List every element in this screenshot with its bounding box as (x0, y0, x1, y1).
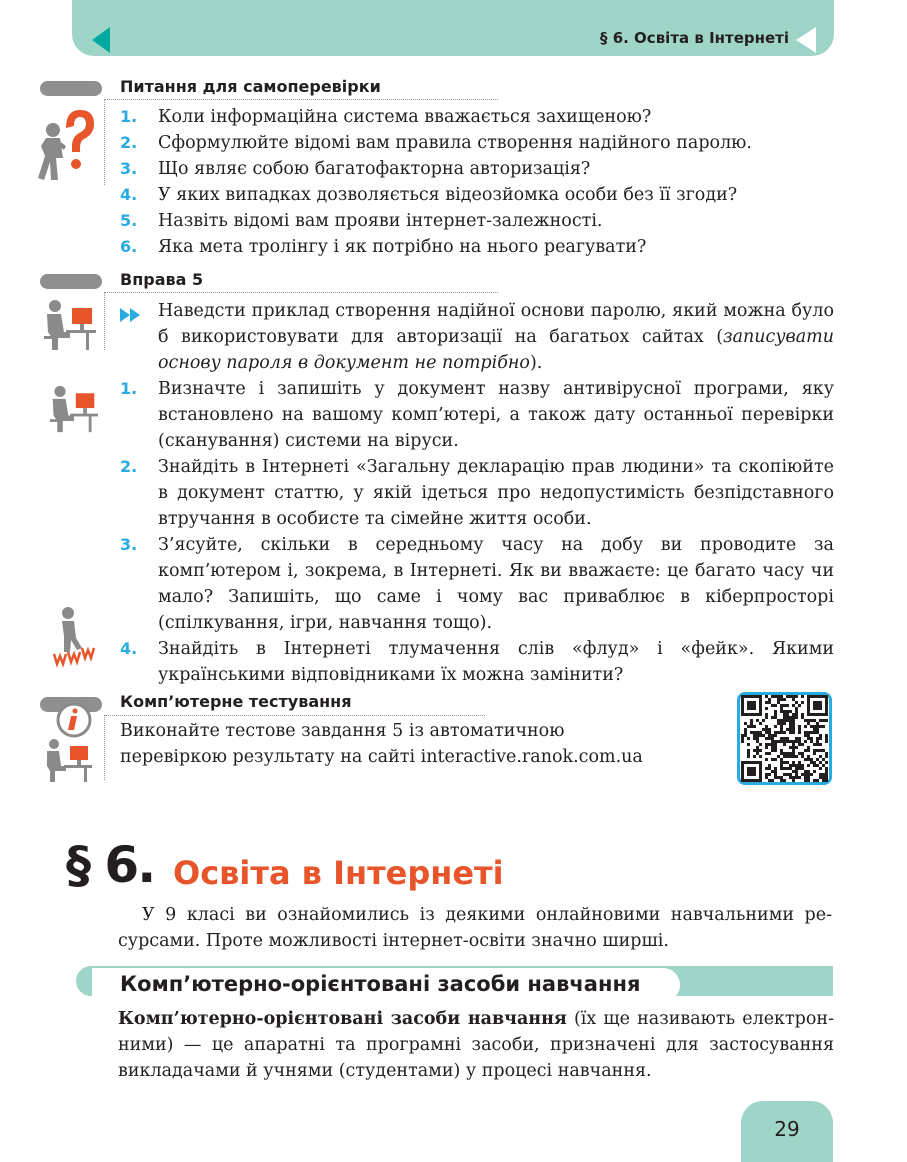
play-arrows-icon (120, 304, 142, 318)
item-number: 1. (120, 107, 138, 126)
section-title: Освіта в Інтернеті (173, 854, 504, 892)
task-italic-note: записувати основу пароля в документ не потрібно (158, 327, 834, 373)
list-item (120, 182, 834, 208)
next-page-arrow-icon[interactable] (796, 27, 816, 53)
list-item (120, 454, 834, 532)
divider (105, 99, 498, 100)
section-intro: У 9 класі ви ознайомились із деякими онлайновими навчальними ресурсами. Проте можливості інтернет-освіти значно ширші. (118, 905, 832, 951)
exercise-task-list (120, 298, 834, 688)
list-item (120, 532, 834, 636)
item-number: 4. (120, 185, 138, 204)
question-thinker-icon (36, 106, 96, 182)
task-text: Наведсти приклад створення надійної основи паролю, який можна було б використовувати для авторизації на багатьох сайтах ( (158, 301, 834, 347)
section-tab-marker (40, 274, 102, 289)
prev-page-arrow-icon[interactable] (92, 27, 110, 53)
question-text: У яких випадках дозволяється відеозйомка особи без її згоди? (158, 185, 738, 205)
page-number: 29 (774, 1117, 800, 1141)
qr-code-image (740, 695, 829, 782)
qr-code[interactable] (737, 692, 832, 785)
subsection-title: Комп’ютерно-орієнтовані засоби навчання (120, 972, 641, 996)
list-item (120, 156, 834, 182)
question-text: Назвіть відомі вам прояви інтернет-залежності. (158, 211, 603, 231)
review-question-list (120, 104, 834, 260)
exercise-title: Вправа 5 (120, 270, 204, 289)
divider (105, 715, 485, 716)
definition-text: (їх ще називають електронними) — це апаратні та програмні засоби, призначені для застосування викладачами й учнями (студентами) у процесі навчання. (118, 1009, 835, 1081)
testing-line: Виконайте тестове завдання 5 із автоматичною (120, 721, 565, 741)
divider (104, 99, 105, 185)
task-text: Знайдіть в Інтернеті «Загальну декларацію прав людини» та скопіюйте в документ статтю, у якій ідеться про недопустимість безпідставного втручання в особисте та сімейне життя особи. (158, 457, 834, 529)
review-title: Питання для самоперевірки (120, 77, 381, 96)
item-number: 6. (120, 237, 138, 256)
question-text: Що являє собою багатофакторна авторизація? (158, 159, 591, 179)
list-item (120, 104, 834, 130)
subsection-paragraph (118, 1006, 834, 1084)
testing-text (120, 718, 720, 770)
divider (104, 292, 105, 350)
question-text: Сформулюйте відомі вам правила створення надійного паролю. (158, 133, 752, 153)
running-header-bar (72, 0, 834, 56)
section-number: § 6. (66, 836, 155, 894)
info-user-icon (40, 700, 100, 784)
task-text: Знайдіть в Інтернеті тлумачення слів «флуд» і «фейк». Якими українськими відповідниками їх можна замінити? (158, 639, 834, 685)
question-text: Коли інформаційна система вважається захищеною? (158, 107, 652, 127)
item-number: 3. (120, 159, 138, 178)
question-text: Яка мета тролінгу і як потрібно на нього реагувати? (158, 237, 647, 257)
computer-user-icon (42, 298, 96, 352)
list-item (120, 234, 834, 260)
section-tab-marker (40, 81, 102, 96)
item-number: 3. (120, 535, 138, 554)
list-item (120, 130, 834, 156)
list-item (120, 376, 834, 454)
computer-user-icon (48, 384, 98, 434)
divider (105, 292, 498, 293)
item-number: 5. (120, 211, 138, 230)
item-number: 4. (120, 639, 138, 658)
www-walker-icon (52, 606, 102, 670)
list-item (120, 636, 834, 688)
task-text: З’ясуйте, скільки в середньому часу на добу ви проводите за комп’ютером і, зокрема, в Інтернеті. Як ви вважаєте: це багато часу чи мало? Запишіть, що саме і чому вас приваблює в кіберпросторі (спілкування, ігри, навчання тощо). (158, 535, 834, 633)
task-text: Визначте і запишіть у документ назву антивірусної програми, яку встановлено на вашому комп’ютері, а також дату останньої перевірки (сканування) системи на віруси. (158, 379, 834, 451)
testing-title: Комп’ютерне тестування (120, 692, 352, 711)
item-number: 2. (120, 457, 138, 476)
task-text-end: ). (529, 353, 543, 373)
testing-line: перевіркою результату на сайті interactive.ranok.com.ua (120, 747, 643, 767)
item-number: 2. (120, 133, 138, 152)
item-number: 1. (120, 379, 138, 398)
list-item (120, 298, 834, 376)
list-item (120, 208, 834, 234)
definition-term: Комп’ютерно-орієнтовані засоби навчання (118, 1009, 567, 1029)
divider (104, 715, 105, 780)
running-header-title: § 6. Освіта в Інтернеті (599, 29, 789, 47)
